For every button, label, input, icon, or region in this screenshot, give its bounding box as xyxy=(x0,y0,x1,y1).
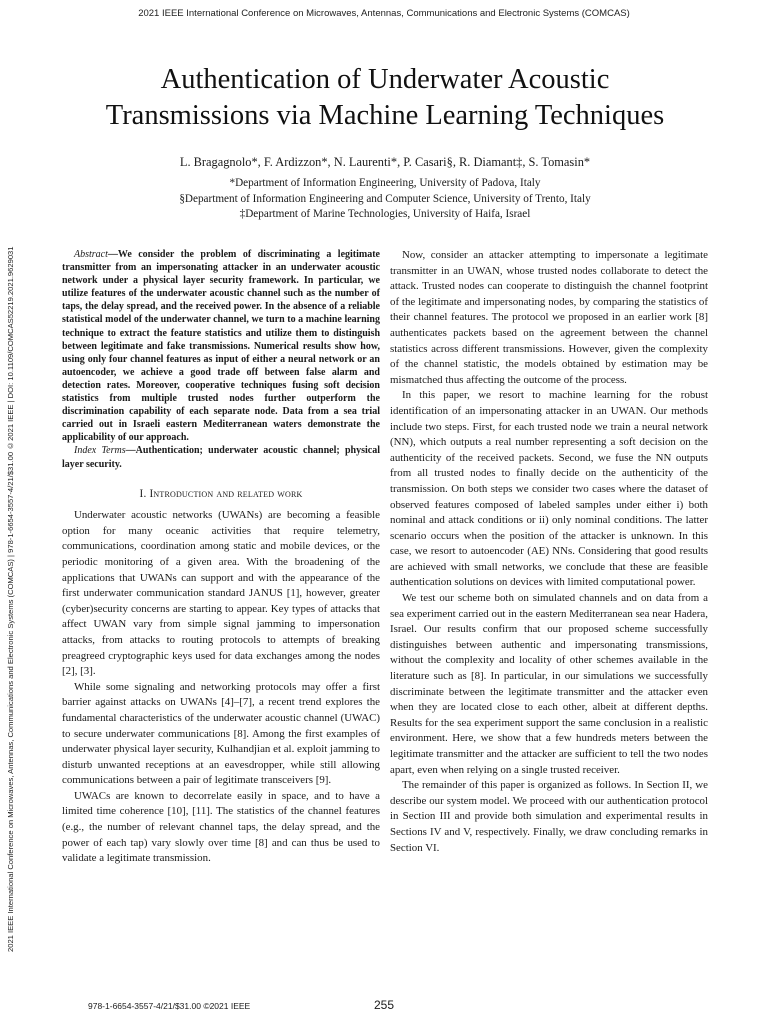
index-terms-text: —Authentication; underwater acoustic channel; physical layer security. xyxy=(62,445,380,470)
title-line-1: Authentication of Underwater Acoustic xyxy=(160,64,610,95)
index-terms-label: Index Terms xyxy=(74,445,126,457)
body-paragraph: UWACs are known to decorrelate easily in space, and to have a limited time coherence [10], [11]. The statistics of the channel features (e.g., the number of relevant channel taps, the delay spread, and the power of each tap) vary slowly over time [8] and can thus be used to validate a legitimate transmission. xyxy=(62,789,380,865)
right-column xyxy=(390,248,708,856)
side-doi-strip: 2021 IEEE International Conference on Microwaves, Antennas, Communications and Electronic Systems (COMCAS) | 978-1-6654-3557-4/21/$31.00 ©2021 IEEE | DOI: 10.1109/COMCAS52219.2021.9629031 xyxy=(6,246,15,952)
left-column xyxy=(62,248,380,867)
conference-header: 2021 IEEE International Conference on Microwaves, Antennas, Communications and Electronic Systems (COMCAS) xyxy=(138,8,630,19)
body-paragraph: The remainder of this paper is organized as follows. In Section II, we describe our system model. We proceed with our authentication protocol in Section III and provide both simulation and experimental results in Sections IV and V, respectively. Finally, we draw concluding remarks in Section VI. xyxy=(390,779,708,854)
body-paragraph: Underwater acoustic networks (UWANs) are becoming a feasible option for many oceanic activities that require telemetry, communications, coordination among static and mobile devices, or the periodic monitoring of a given area. With the broadening of the applications that UWANs can support and with the appearance of the first underwater communication standard JANUS [1], however, greater (cyber)security concerns are starting to appear. Key types of attacks that affect UWAN vary from simple signal jamming to impersonation attacks, from attacks to routing protocols to attempts of breaking preagreed cryptographic keys used for data exchanges among the nodes [2], [3]. xyxy=(62,509,380,678)
abstract-label: Abstract xyxy=(74,249,108,260)
paper-title xyxy=(40,62,730,134)
body-paragraph: We test our scheme both on simulated channels and on data from a sea experiment carried out in the eastern Mediterranean sea near Hadera, Israel. Our results confirm that our proposed scheme successfully distinguishes between authentic and impersonating transmissions, without the complexity and locality of other schemes available in the literature such as [8]. In particular, in our simulations we successfully discriminate between the legitimate transmitter and the attacker even when they are located close to each other, albeit at different depths. Results for the sea experiment support the same conclusion in a realistic environment. Here, we show that a few hundreds meters between the legitimate transmitter and the attacker are sufficient to tell the two nodes apart, even when relying on a single trusted receiver. xyxy=(390,592,708,776)
body-paragraph: In this paper, we resort to machine learning for the robust identification of an impersonating attacker in an UWAN. Our methods include two steps. First, for each trusted node we train a neural network (NN), which outputs a real number representing a soft decision on the authenticity of the received packets. Second, we fuse the NN outputs from all trusted nodes to finally decide on the authenticity of the transmission. On both steps we consider two cases where the dataset of observed features composed of labeled samples under either i) both nominal and attack conditions or ii) only nominal conditions. The latter scenario occurs when the position of the attacker is unknown. In this case, we resort to autoencoder (AE) NNs. Considering that good results are achieved with small networks, we conclude that these are feasible authentication solutions on devices with limited computational power. xyxy=(390,389,708,589)
index-terms xyxy=(62,444,380,470)
affiliations xyxy=(40,176,730,223)
page-number: 255 xyxy=(373,998,395,1012)
author-list: L. Bragagnolo*, F. Ardizzon*, N. Laurenti*, P. Casari§, R. Diamant‡, S. Tomasin* xyxy=(179,155,591,169)
abstract-text: —We consider the problem of discriminating a legitimate transmitter from an impersonating attacker in an underwater acoustic network under a physical layer security framework. In particular, we utilize features of the underwater acoustic channel such as the number of taps, the delay spread, and the received power. In the absence of a reliable statistical model of the underwater channel, we turn to a machine learning technique to extract the feature statistics and utilize them to distinguish between legitimate and fake transmissions. Numerical results show how, using only four channel features as input of either a neural network or an autoencoder, we achieve a good trade off between false alarm and detection rates. Moreover, cooperative techniques fusing soft decision statistics from multiple trusted nodes further outperform the discrimination capability of each separate node. Data from a sea trial carried out in Israeli eastern Mediterranean waters demonstrate the applicability of our approach. xyxy=(62,249,380,444)
section-heading-introduction: I. Introduction and related work xyxy=(139,487,303,500)
affiliation-haifa: ‡Department of Marine Technologies, University of Haifa, Israel xyxy=(239,208,531,220)
footer-copyright: 978-1-6654-3557-4/21/$31.00 ©2021 IEEE xyxy=(88,1001,251,1011)
body-paragraph: Now, consider an attacker attempting to impersonate a legitimate transmitter in an UWAN, whose trusted nodes collaborate to detect the attack. Trusted nodes can cooperate to distinguish the channel footprint of the legitimate and impersonating nodes, by comparing the statistics of their channel features. The protocol we proposed in an earlier work [8] authenticates packets based on the agreement between the channel statistics across different transmissions. However, given the complexity of the channel statistic, the models obtained by estimation may be mismatched thus affecting the outcome of the process. xyxy=(390,249,708,386)
body-paragraph: While some signaling and networking protocols may offer a first barrier against attacks on UWANs [4]–[7], a recent trend explores the fundamental characteristics of the underwater acoustic channel (UWAC) to secure underwater communications [8]. Among the first examples of underwater physical layer security, Kulhandjian et al. exploit jamming to disturb unwanted receptions at an eavesdropper, while still allowing communications between a pair of legitimate transceivers [9]. xyxy=(62,680,380,787)
affiliation-padova: *Department of Information Engineering, University of Padova, Italy xyxy=(229,177,541,189)
affiliation-trento: §Department of Information Engineering and Computer Science, University of Trento, Italy xyxy=(179,192,591,205)
abstract xyxy=(62,248,380,444)
title-line-2: Transmissions via Machine Learning Techniques xyxy=(105,100,665,131)
